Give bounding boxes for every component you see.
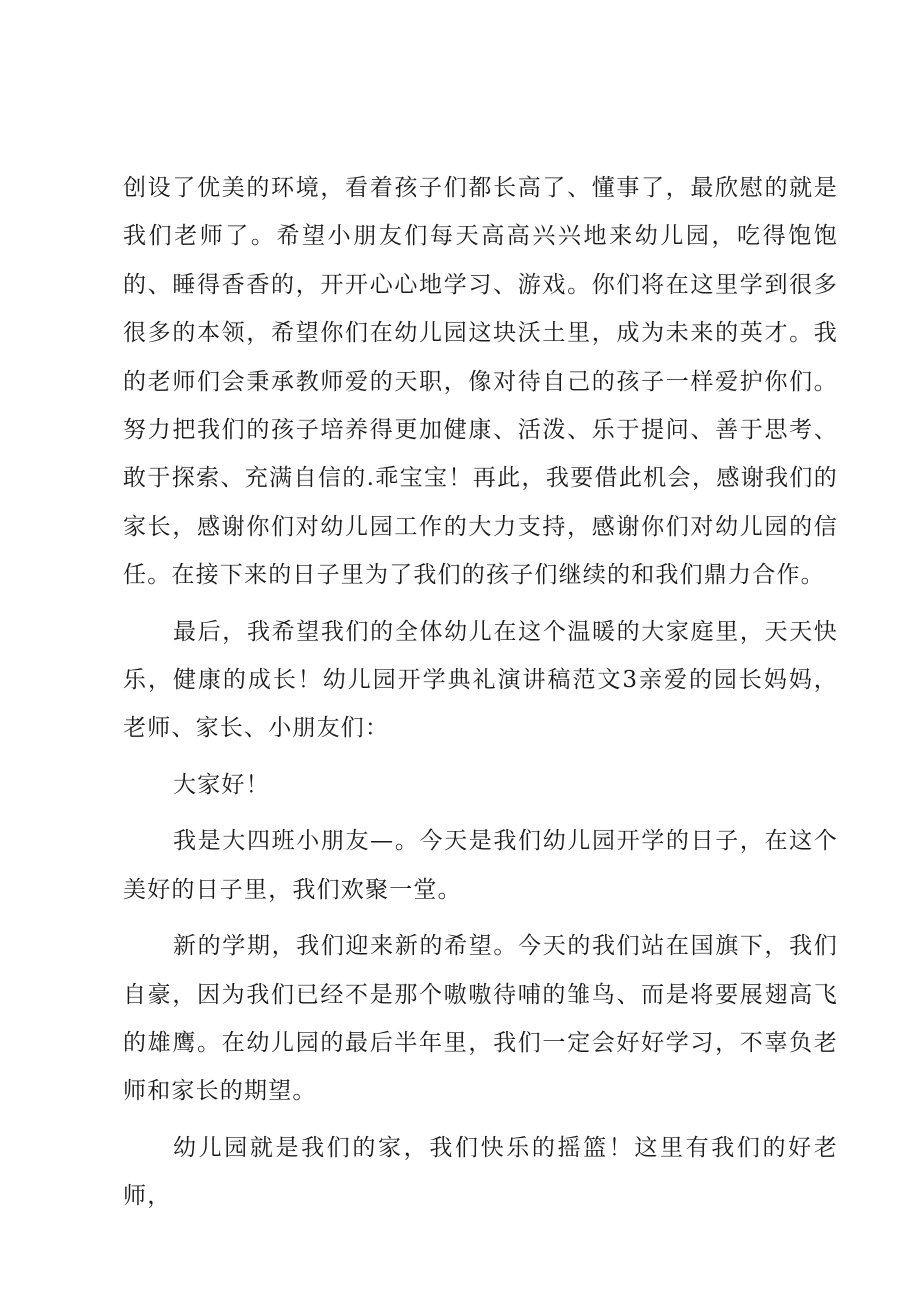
paragraph-6: 幼儿园就是我们的家，我们快乐的摇篮！这里有我们的好老师， bbox=[123, 1134, 838, 1210]
paragraph-1: 创设了优美的环境，看着孩子们都长高了、懂事了，最欣慰的就是我们老师了。希望小朋友们每天高高兴兴地来幼儿园，吃得饱饱的、睡得香香的，开开心心地学习、游戏。你们将在这里学到很多很多的本领，希望你们在幼儿园这块沃土里，成为未来的英才。我的老师们会秉承教师爱的天职，像对待自己的孩子一样爱护你们。努力把我们的孩子培养得更加健康、活泼、乐于提问、善于思考、敢于探索、充满自信的.乖宝宝！再此，我要借此机会，感谢我们的家长，感谢你们对幼儿园工作的大力支持，感谢你们对幼儿园的信任。在接下来的日子里为了我们的孩子们继续的和我们鼎力合作。 bbox=[123, 175, 838, 589]
paragraph-3: 大家好！ bbox=[173, 771, 270, 798]
paragraph-5: 新的学期，我们迎来新的希望。今天的我们站在国旗下，我们自豪，因为我们已经不是那个嗷嗷待哺的雏鸟、而是将要展翅高飞的雄鹰。在幼儿园的最后半年里，我们一定会好好学习，不辜负老师和家长的期望。 bbox=[123, 933, 838, 1105]
paragraph-2: 最后，我希望我们的全体幼儿在这个温暖的大家庭里，天天快乐，健康的成长！幼儿园开学典礼演讲稿范文3亲爱的园长妈妈，老师、家长、小朋友们： bbox=[123, 618, 838, 742]
document-body bbox=[123, 164, 838, 1221]
paragraph-4: 我是大四班小朋友—。今天是我们幼儿园开学的日子，在这个美好的日子里，我们欢聚一堂。 bbox=[123, 828, 838, 903]
